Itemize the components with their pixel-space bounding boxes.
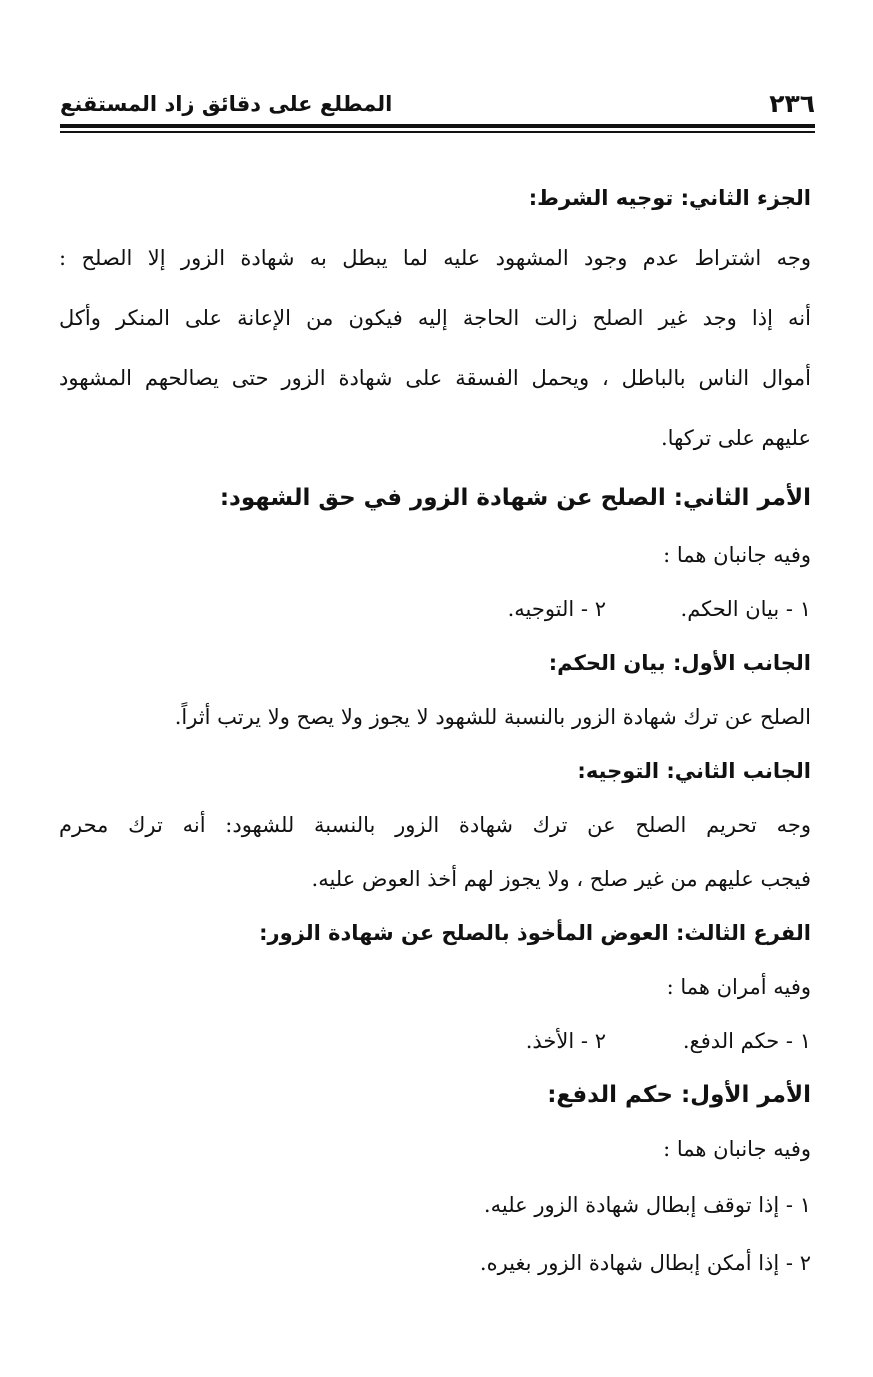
list-item bbox=[606, 582, 811, 636]
paragraph-line: وجه اشتراط عدم وجود المشهود عليه لما يبطل به شهادة الزور إلا الصلح : bbox=[59, 246, 811, 270]
item-number: ١ bbox=[799, 1193, 811, 1217]
item-number: ١ bbox=[799, 597, 811, 621]
paragraph-line: أنه إذا وجد غير الصلح زالت الحاجة إليه فيكون من الإعانة على المنكر وأكل bbox=[59, 306, 811, 330]
side2-heading: الجانب الثاني: التوجيه: bbox=[577, 759, 811, 783]
main-text bbox=[59, 168, 811, 1292]
item-text: الأخذ. bbox=[525, 1029, 575, 1053]
side1-heading: الجانب الأول: بيان الحكم: bbox=[548, 651, 811, 675]
item-text: التوجيه. bbox=[507, 597, 575, 621]
list-intro: وفيه جانبان هما : bbox=[663, 1137, 811, 1161]
item-dash: - bbox=[580, 597, 589, 621]
item-dash: - bbox=[785, 597, 794, 621]
part2-heading: الجزء الثاني: توجيه الشرط: bbox=[528, 186, 811, 210]
header-rule-thick bbox=[60, 124, 815, 128]
side2-text-line: فيجب عليهم من غير صلح ، ولا يجوز لهم أخذ العوض عليه. bbox=[311, 867, 811, 891]
running-header bbox=[60, 88, 815, 124]
branch3-heading: الفرع الثالث: العوض المأخوذ بالصلح عن شهادة الزور: bbox=[259, 921, 811, 945]
item-dash: - bbox=[580, 1029, 589, 1053]
list-item bbox=[59, 1176, 811, 1234]
item-text: إذا أمكن إبطال شهادة الزور بغيره. bbox=[479, 1251, 780, 1275]
item-dash: - bbox=[785, 1251, 794, 1275]
matter2-heading: الأمر الثاني: الصلح عن شهادة الزور في حق الشهود: bbox=[219, 485, 811, 511]
page-number: ٢٣٦ bbox=[769, 89, 815, 118]
sides-list bbox=[59, 582, 811, 636]
matters-list bbox=[59, 1014, 811, 1068]
paragraph-line: أموال الناس بالباطل ، ويحمل الفسقة على شهادة الزور حتى يصالحهم المشهود bbox=[59, 366, 811, 390]
list-item bbox=[306, 1014, 606, 1068]
final-list bbox=[59, 1176, 811, 1292]
list-item bbox=[606, 1014, 811, 1068]
list-intro: وفيه أمران هما : bbox=[666, 975, 811, 999]
item-number: ٢ bbox=[594, 597, 606, 621]
header-rule-thin bbox=[60, 131, 815, 133]
item-dash: - bbox=[785, 1029, 794, 1053]
item-dash: - bbox=[785, 1193, 794, 1217]
book-title: المطلع على دقائق زاد المستقنع bbox=[60, 92, 393, 116]
item-text: إذا توقف إبطال شهادة الزور عليه. bbox=[483, 1193, 780, 1217]
item-text: حكم الدفع. bbox=[682, 1029, 780, 1053]
list-intro: وفيه جانبان هما : bbox=[663, 543, 811, 567]
paragraph-line: عليهم على تركها. bbox=[661, 426, 811, 450]
list-item bbox=[306, 582, 606, 636]
item-number: ١ bbox=[799, 1029, 811, 1053]
side2-text-line: وجه تحريم الصلح عن ترك شهادة الزور بالنسبة للشهود: أنه ترك محرم bbox=[59, 813, 811, 837]
item-number: ٢ bbox=[594, 1029, 606, 1053]
item-text: بيان الحكم. bbox=[680, 597, 780, 621]
matter1-heading: الأمر الأول: حكم الدفع: bbox=[547, 1082, 811, 1108]
side1-text: الصلح عن ترك شهادة الزور بالنسبة للشهود لا يجوز ولا يصح ولا يرتب أثراً. bbox=[174, 705, 811, 729]
list-item bbox=[59, 1234, 811, 1292]
item-number: ٢ bbox=[799, 1251, 811, 1275]
